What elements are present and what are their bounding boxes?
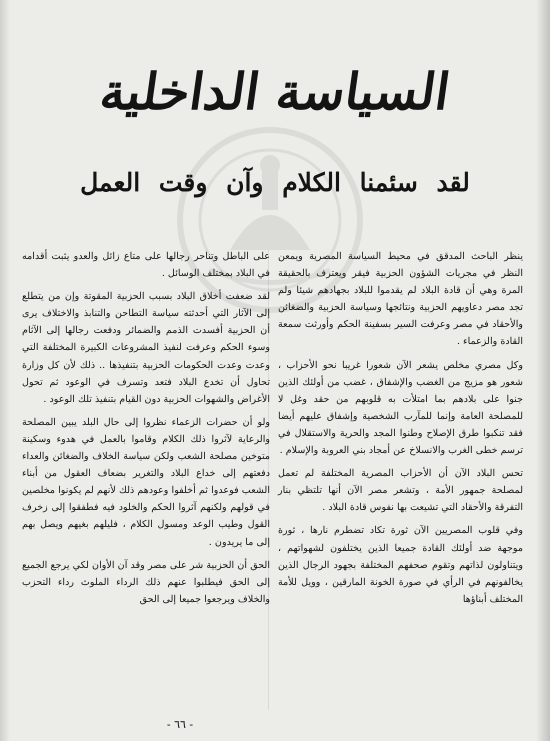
paragraph: وكل مصري مخلص يشعر الآن شعورا غريبا نحو الأحزاب ، شعور هو مزيج من الغضب والإشفاق ، غضب من أولئك الذين جنوا على بلادهم بما امتلأت به قلوبهم من حقد وغل لا للمصلحة العامة وإنما للمآرب الشخصية وإشفاق عليهم أيضا فقد تنكبوا طرق الإصلاح وطنوا المجد والحرية والاستقلال في ترسم خطى الغرب والانسلاخ عن أمجاد بني العروبة والإسلام .	[278, 359, 523, 457]
paragraph: ولو أن حضرات الزعماء نظروا إلى حال البلد يبين المصلحة والرعاية لآثروا ذلك الكلام وقاموا بالعمل في هدوء وسكينة متوخين مصلحة الشعب ولكن سياسة الخلاف والضغائن والعداء دفعتهم إلى خداع البلاد والتغرير بضعاف العقول من أبناء الشعب فوعدوا ثم أخلفوا وعودهم ذلك لأنهم لم يكونوا مخلصين في قولهم ولكنهم آثروا الحكم والخلود فيه فطفقوا إلى زخرف القول وطيب الوعد ومسول الكلام ، فليلهم بغيهم ويصل بهم إلى ما يريدون .	[22, 416, 270, 548]
paragraph: وفي قلوب المصريين الآن ثورة تكاد تضطرم نارها ، ثورة موجهة ضد أولئك القادة جميعا الذين يختلفون لشهواتهم ، ويتناولون لذاتهم وتقوم صحفهم المختلفة بجهود الرجال الذين يخالفونهم في الرأي في صورة الخونة المارقين ، وويل للأمة المختلف أبناؤها	[278, 525, 523, 605]
article-column-right	[278, 248, 523, 614]
paragraph: لقد ضعفت أخلاق البلاد بسبب الحزبية المقوتة وإن من يتطلع إلى الآثار التي أحدثته سياسة التطاحن والتنابذ والاختلاف يرى أن الحزبية أفسدت الذمم والضمائر ودفعت رجالها إلى الآثام وسوء الحكم وعرفت لنفيذ المشروعات الكبيرة المختلفة التي وعدت وعدت الحكومات الحزبية بتنفيذها .. ذلك لأن كل وزارة تحاول أن تخدع البلاد فتعد وتسرف في الوعود ثم تحول الأغراض والشهوات الحزبية دون القيام بتنفيذ تلك الوعود .	[22, 291, 270, 405]
article-headline: لقد سئمنا الكلام وآن وقت العمل	[80, 168, 470, 197]
paragraph: الحق أن الحزبية شر على مصر وقد آن الأوان لكي يرجع الجميع إلى الحق فيطلبوا عنهم ذلك الرداء الملوث رداء التحزب والخلاف ويرجعوا جميعا إلى الحق	[22, 559, 270, 605]
page-number: - ٦٦ -	[166, 718, 194, 731]
paragraph: على الباطل وتناحر رجالها على متاع زائل والعدو يثبت أقدامه في البلاد بمختلف الوسائل .	[22, 251, 270, 280]
paragraph: ينظر الباحث المدقق في محيط السياسة المصرية ويمعن النظر في مجريات الشؤون الحزبية فيقر ويعترف بالحقيقة المرة وهي أن قادة البلاد لم يقدموا للبلاد بجهادهم شيئا ولم تجد مصر دعاويهم الحزبية ونتائجها وسياسة الحزبية والضغائن والأحقاد في مصر وعرفت السير بسفينة الحكم وأورثت سمعة القادة والزعماء .	[278, 251, 523, 348]
article-column-left	[22, 248, 270, 614]
page-title: السياسة الداخلية	[96, 62, 454, 121]
paragraph: تحس البلاد الآن أن الأحزاب المصرية المختلفة لم تعمل لمصلحة جمهور الأمة ، وتشعر مصر الآن أنها تلتظي بنار التفرقة والأحقاد التي تشيعت بها نفوس قادة البلاد .	[278, 468, 523, 514]
